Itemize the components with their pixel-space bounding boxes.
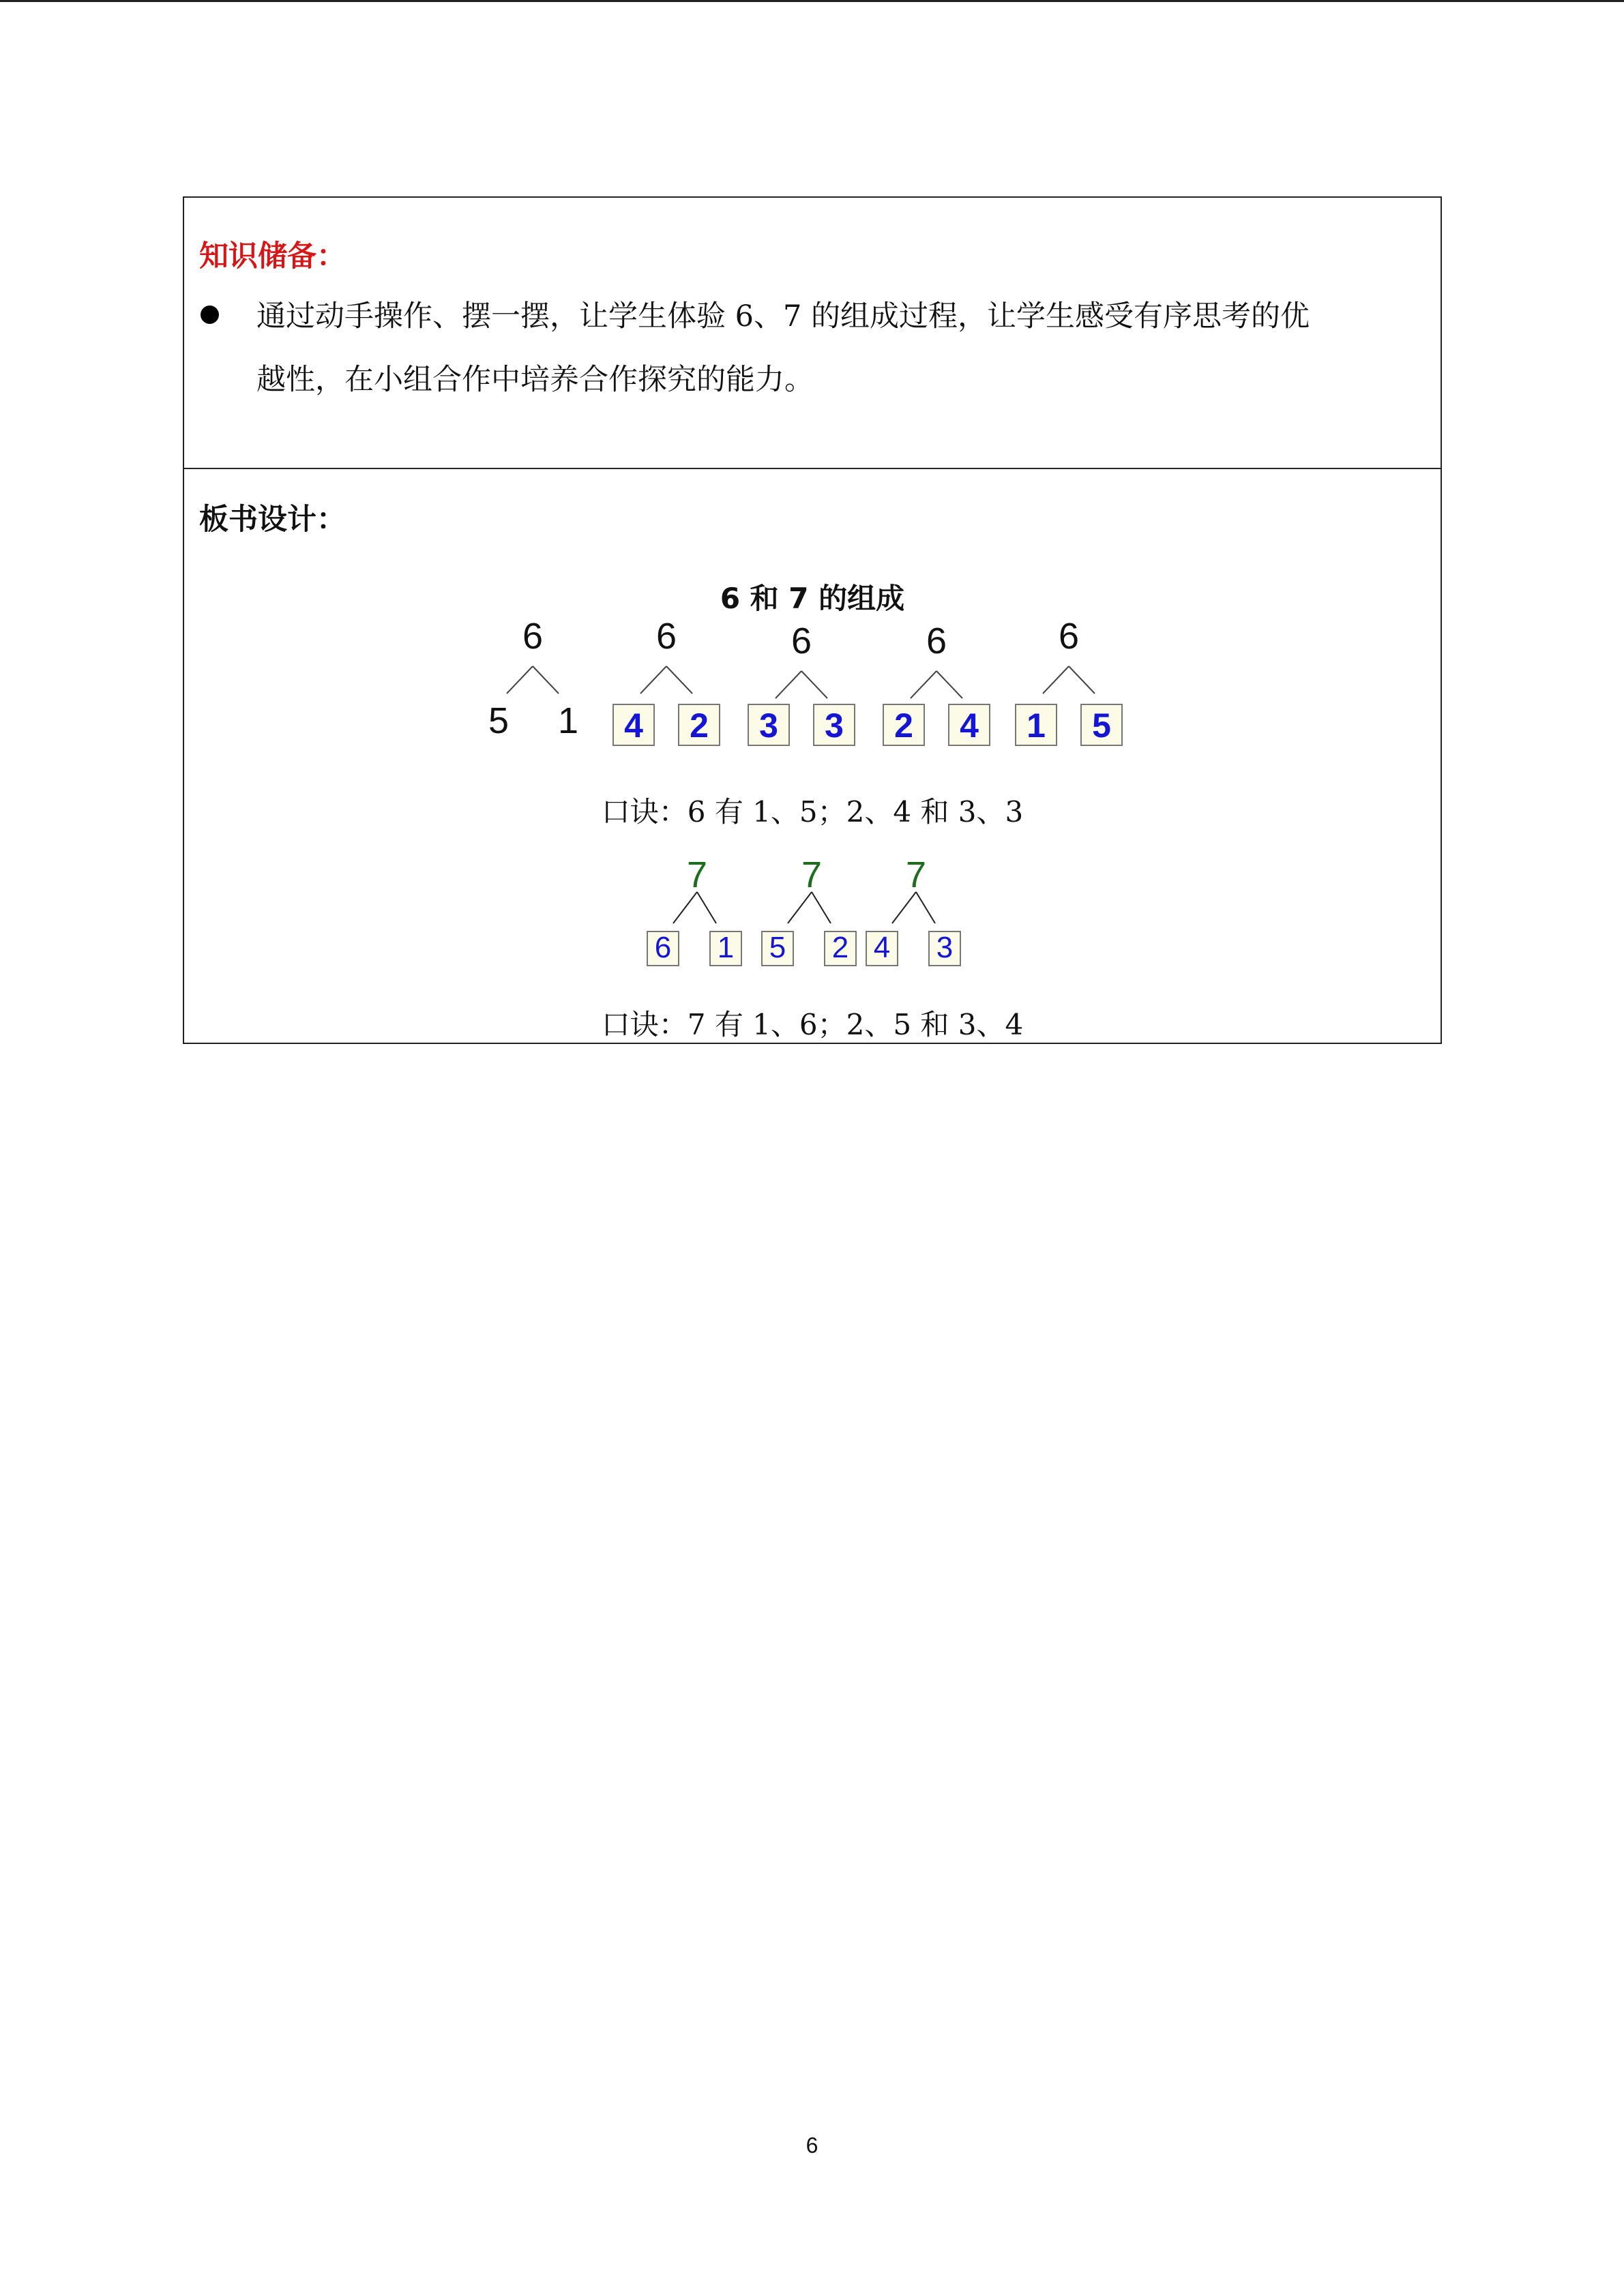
knowledge-text-line1: 通过动手操作、摆一摆，让学生体验 6、7 的组成过程，让学生感受有序思考的优	[256, 299, 1310, 333]
seven-branch-right-3	[916, 892, 935, 923]
six-total-4: 6	[926, 621, 947, 661]
six-part-left-2: 4	[624, 706, 643, 745]
six-part-left-5: 1	[1027, 706, 1046, 745]
six-branch-right-2	[666, 666, 692, 694]
six-total-3: 6	[791, 621, 812, 661]
six-part-right-2: 2	[690, 706, 709, 745]
seven-part-left-3: 4	[873, 931, 891, 964]
seven-part-right-2: 2	[831, 931, 849, 964]
seven-branch-left-2	[788, 892, 812, 923]
seven-part-left-2: 5	[769, 931, 786, 964]
knowledge-heading: 知识储备：	[199, 239, 346, 273]
six-total-2: 6	[655, 616, 677, 657]
six-part-left-1: 5	[488, 700, 510, 741]
composition-diagram	[184, 469, 1441, 1043]
mnemonic-seven: 口诀：7 有 1、6；2、5 和 3、4	[601, 1008, 1024, 1041]
six-part-left-4: 2	[894, 706, 913, 745]
six-branch-right-4	[936, 671, 962, 698]
top-border	[0, 0, 1624, 2]
seven-branch-left-1	[673, 892, 697, 923]
bullet-icon	[201, 305, 219, 324]
six-part-right-1: 1	[557, 700, 579, 741]
seven-part-right-3: 3	[936, 931, 954, 964]
seven-part-left-1: 6	[654, 931, 672, 964]
seven-part-right-1: 1	[717, 931, 735, 964]
board-design-section	[183, 468, 1442, 1044]
six-branch-right-1	[533, 666, 559, 694]
six-branch-left-2	[640, 666, 666, 694]
board-heading: 板书设计：	[199, 503, 346, 537]
board-title: 6 和 7 的组成	[720, 582, 905, 615]
seven-branch-left-3	[892, 892, 916, 923]
six-total-5: 6	[1058, 616, 1080, 657]
six-branch-left-4	[911, 671, 936, 698]
six-branch-left-1	[507, 666, 533, 694]
page-number: 6	[806, 2133, 818, 2158]
knowledge-section	[183, 196, 1442, 469]
six-part-right-4: 4	[960, 706, 979, 745]
six-part-left-3: 3	[759, 706, 778, 745]
seven-branch-right-1	[697, 892, 716, 923]
knowledge-text-line2: 越性，在小组合作中培养合作探究的能力。	[256, 363, 814, 397]
six-part-right-3: 3	[825, 706, 844, 745]
seven-branch-right-2	[812, 892, 831, 923]
six-part-right-5: 5	[1092, 706, 1111, 745]
six-total-1: 6	[522, 616, 544, 657]
six-branch-left-5	[1043, 666, 1069, 694]
seven-total-3: 7	[905, 854, 927, 895]
composition-diagram-svg	[184, 469, 1441, 1043]
mnemonic-six: 口诀：6 有 1、5；2、4 和 3、3	[601, 795, 1024, 829]
six-branch-right-3	[801, 671, 827, 698]
seven-total-2: 7	[801, 854, 823, 895]
six-branch-left-3	[776, 671, 801, 698]
seven-total-1: 7	[686, 854, 708, 895]
six-branch-right-5	[1069, 666, 1095, 694]
